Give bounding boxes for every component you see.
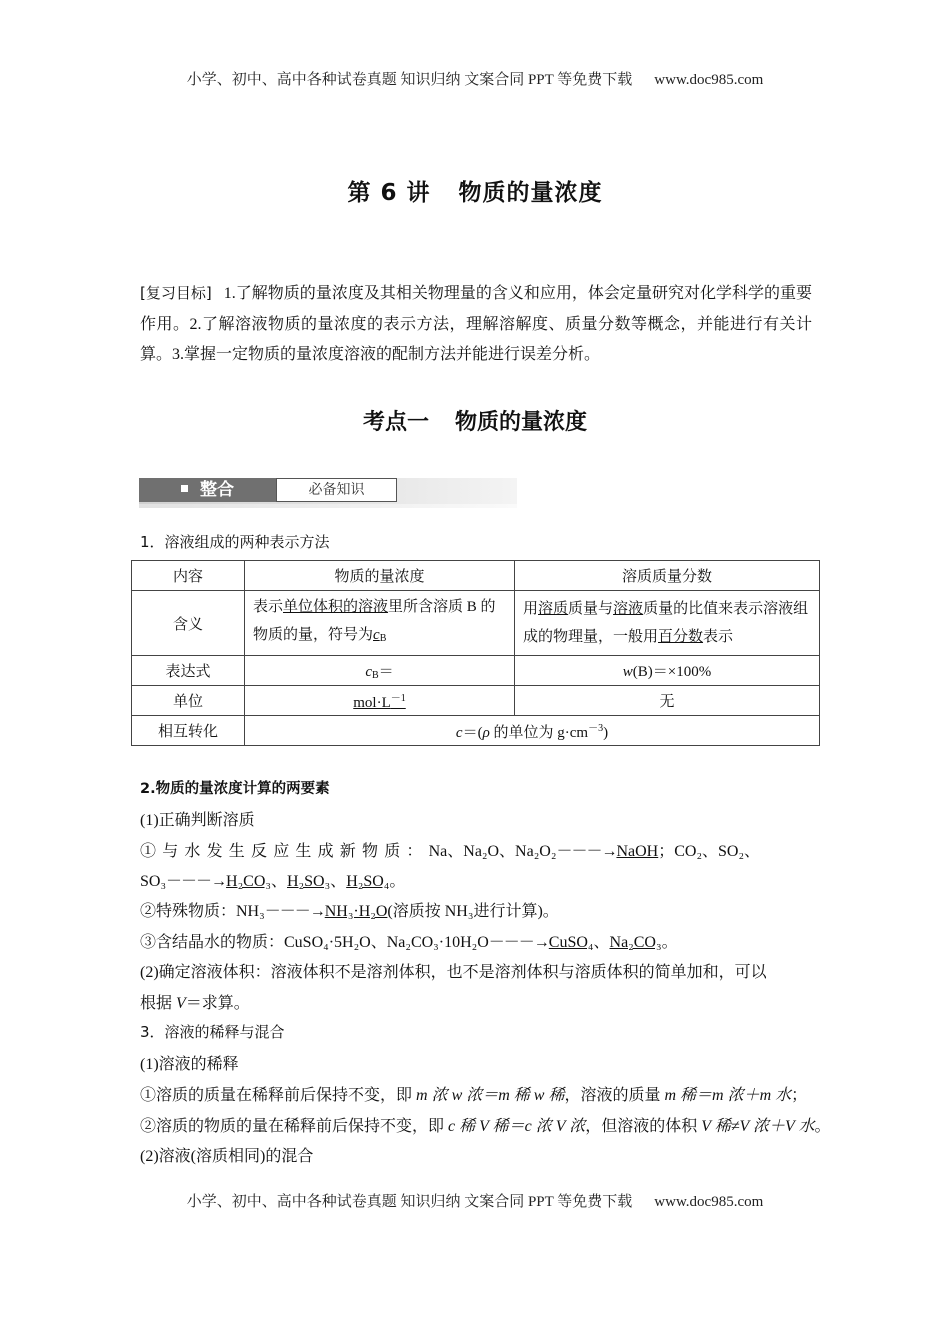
heading-3: 3．溶液的稀释与混合 — [140, 1023, 285, 1041]
point3-sub2: (2)溶液(溶质相同)的混合 — [140, 1148, 314, 1165]
point3-item1: ①溶质的质量在稀释前后保持不变，即 m 浓 w 浓＝m 稀 w 稀，溶液的质量 m 稀＝m 浓＋m 水； — [140, 1087, 808, 1104]
point2-item2: ②特殊物质：NH₃－－－→NH₃·H₂O(溶质按 NH₃进行计算)。 — [140, 903, 559, 920]
section-title — [0, 405, 950, 436]
banner-dark-tab — [139, 478, 276, 502]
table-header: 溶质质量分数 — [515, 561, 820, 591]
section-label: 考点一 — [362, 410, 429, 435]
arrow-icon: －－－→ — [264, 903, 325, 920]
footer-text: 小学、初中、高中各种试卷真题 知识归纳 文案合同 PPT 等免费下载 — [186, 1194, 633, 1210]
row-label: 单位 — [132, 686, 245, 716]
composition-table — [131, 560, 820, 746]
banner-light-label: 必备知识 — [308, 482, 365, 498]
lecture-number: 第 6 讲 — [347, 180, 431, 206]
heading-2: 2.物质的量浓度计算的两要素 — [140, 781, 330, 797]
row-label: 表达式 — [132, 656, 245, 686]
review-goals — [140, 278, 812, 371]
table-header-row — [132, 561, 820, 591]
point2-sub1: (1)正确判断溶质 — [140, 812, 255, 829]
header-url: www.doc985.com — [654, 72, 764, 88]
heading-1: 1．溶液组成的两种表示方法 — [140, 533, 330, 551]
point2-item1-cont: SO₃－－－→H₂CO₃、H₂SO₃、H₂SO₄。 — [140, 873, 406, 890]
point3-sub1: (1)溶液的稀释 — [140, 1056, 239, 1073]
table-cell: 无 — [515, 686, 820, 716]
page-title — [0, 174, 950, 207]
point2-sub2: (2)确定溶液体积：溶液体积不是溶剂体积，也不是溶剂体积与溶质体积的简单加和，可以 — [140, 964, 767, 981]
banner-dark-label: 整合 — [200, 480, 234, 500]
point2-sub2-cont: 根据 V＝求算。 — [140, 995, 250, 1012]
banner-underline — [139, 504, 517, 508]
table-header: 物质的量浓度 — [245, 561, 515, 591]
point2-item1: ①与水发生反应生成新物质：Na、Na₂O、Na₂O₂－－－→NaOH；CO₂、SO₂、 — [140, 843, 761, 860]
point3-item2: ②溶质的物质的量在稀释前后保持不变，即 c 稀 V 稀＝c 浓 V 浓，但溶液的体积 V 稀≠V 浓＋V 水。 — [140, 1118, 831, 1135]
point2-item3: ③含结晶水的物质：CuSO₄·5H₂O、Na₂CO₃·10H₂O－－－→CuSO₄、Na₂CO₃。 — [140, 934, 678, 951]
table-header: 内容 — [132, 561, 245, 591]
review-goals-text: 1.了解物质的量浓度及其相关物理量的含义和应用，体会定量研究对化学科学的重要作用。2.了解溶液物质的量浓度的表示方法，理解溶解度、质量分数等概念，并能进行有关计算。3.掌握一定物质的量浓度溶液的配制方法并能进行误差分析。 — [140, 285, 812, 363]
arrow-icon: －－－→ — [556, 843, 617, 860]
header-text: 小学、初中、高中各种试卷真题 知识归纳 文案合同 PPT 等免费下载 — [186, 72, 633, 88]
arrow-icon: －－－→ — [166, 873, 227, 890]
row-label: 相互转化 — [132, 716, 245, 746]
arrow-icon: －－－→ — [488, 934, 549, 951]
table-cell: $mol\cdot L^{-1}$ — [245, 686, 515, 716]
table-cell: c＝(ρ 的单位为 $g\cdot cm^{-3}$) — [245, 716, 820, 746]
square-bullet-icon — [181, 485, 188, 492]
table-cell: $c_B=$ — [245, 656, 515, 686]
table-row — [132, 656, 820, 686]
review-goals-tag: [复习目标] — [140, 284, 212, 302]
lecture-topic: 物质的量浓度 — [458, 180, 603, 206]
table-row — [132, 686, 820, 716]
page-header — [0, 68, 950, 89]
row-label: 含义 — [132, 591, 245, 656]
footer-url: www.doc985.com — [654, 1194, 764, 1210]
table-cell: w(B)＝×100% — [515, 656, 820, 686]
table-row — [132, 591, 820, 656]
table-cell: 用溶质质量与溶液质量的比值来表示溶液组成的物理量，一般用百分数表示 — [515, 591, 820, 656]
table-cell: 表示单位体积的溶液里所含溶质 B 的物质的量，符号为$c_B$ — [245, 591, 515, 656]
table-row — [132, 716, 820, 746]
banner-light-tab — [276, 478, 397, 502]
page-footer — [0, 1190, 950, 1211]
section-banner — [139, 478, 517, 508]
section-topic: 物质的量浓度 — [455, 410, 588, 435]
